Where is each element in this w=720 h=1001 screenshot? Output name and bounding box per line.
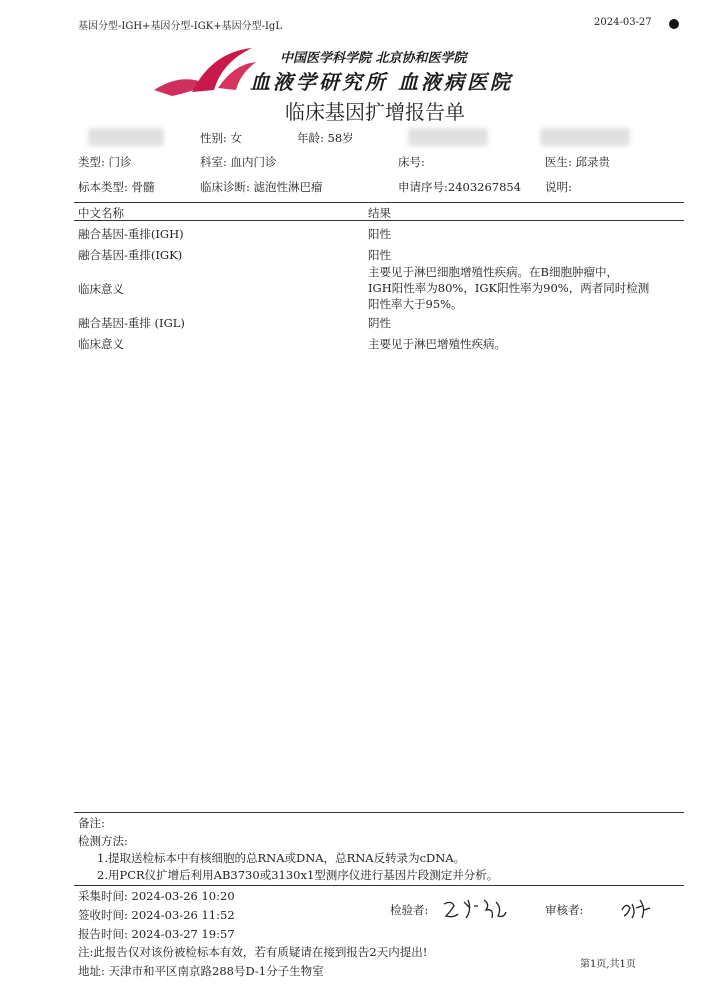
row-result: 阴性 xyxy=(368,316,391,330)
test-name-header: 基因分型-IGH+基因分型-IGK+基因分型-IgL xyxy=(78,21,282,32)
patient-gender: 性别: 女 xyxy=(200,131,243,145)
divider xyxy=(74,220,684,221)
inspector-label: 检验者: xyxy=(390,903,429,917)
row-name: 融合基因-重排 (IGL) xyxy=(78,316,185,330)
hospital-logo xyxy=(152,42,262,102)
divider xyxy=(74,812,684,813)
doctor: 医生: 邱录贵 xyxy=(545,155,611,169)
col-header-result: 结果 xyxy=(368,206,391,220)
row-name: 融合基因-重排(IGK) xyxy=(78,248,183,262)
redacted-name xyxy=(88,128,164,146)
row-result: 阳性 xyxy=(368,227,391,241)
patient-age: 年龄: 58岁 xyxy=(297,131,354,145)
redacted-number xyxy=(540,128,630,146)
logo-text-line2: 血液学研究所 血液病医院 xyxy=(250,70,513,94)
report-date: 2024-03-27 xyxy=(594,17,652,28)
visit-type: 类型: 门诊 xyxy=(78,155,132,169)
row-name: 融合基因-重排(IGH) xyxy=(78,227,184,241)
logo-text-line1: 中国医学科学院 北京协和医学院 xyxy=(280,51,467,66)
collect-time: 采集时间: 2024-03-26 10:20 xyxy=(78,889,235,903)
specimen-type: 标本类型: 骨髓 xyxy=(78,180,155,194)
department: 科室: 血内门诊 xyxy=(200,155,277,169)
clinical-diagnosis: 临床诊断: 滤泡性淋巴瘤 xyxy=(200,180,323,194)
validity-notice: 注:此报告仅对该份被检标本有效，若有质疑请在接到报告2天内提出! xyxy=(78,945,428,959)
dot-icon xyxy=(669,19,679,29)
note-label: 说明: xyxy=(545,180,572,194)
request-number: 申请序号:2403267854 xyxy=(398,180,522,194)
col-header-name: 中文名称 xyxy=(78,206,124,220)
inspector-signature xyxy=(440,896,510,922)
divider xyxy=(74,885,684,886)
row-result-line: IGH阳性率为80%，IGK阳性率为90%，两者同时检测 xyxy=(368,281,650,295)
method-label: 检测方法: xyxy=(78,834,128,848)
remarks-label: 备注: xyxy=(78,816,105,830)
reviewer-signature xyxy=(618,896,652,922)
receive-time: 签收时间: 2024-03-26 11:52 xyxy=(78,908,235,922)
row-result: 阳性 xyxy=(368,248,391,262)
divider xyxy=(74,202,684,203)
row-result-line: 阳性率大于95%。 xyxy=(368,297,463,311)
method-step-1: 1.提取送检标本中有核细胞的总RNA或DNA，总RNA反转录为cDNA。 xyxy=(97,851,466,865)
report-title: 临床基因扩增报告单 xyxy=(285,100,465,124)
bed-number: 床号: xyxy=(398,155,425,169)
report-time: 报告时间: 2024-03-27 19:57 xyxy=(78,927,235,941)
redacted-id xyxy=(408,128,488,146)
row-result: 主要见于淋巴增殖性疾病。 xyxy=(368,337,506,351)
lab-address: 地址: 天津市和平区南京路288号D-1分子生物室 xyxy=(78,964,324,978)
reviewer-label: 审核者: xyxy=(545,903,584,917)
row-name: 临床意义 xyxy=(78,337,124,351)
method-step-2: 2.用PCR仪扩增后利用AB3730或3130x1型测序仪进行基因片段测定并分析。 xyxy=(97,868,499,882)
page-number: 第1页,共1页 xyxy=(580,959,636,970)
row-result-line: 主要见于淋巴细胞增殖性疾病。在B细胞肿瘤中， xyxy=(368,265,618,279)
row-name: 临床意义 xyxy=(78,282,124,296)
